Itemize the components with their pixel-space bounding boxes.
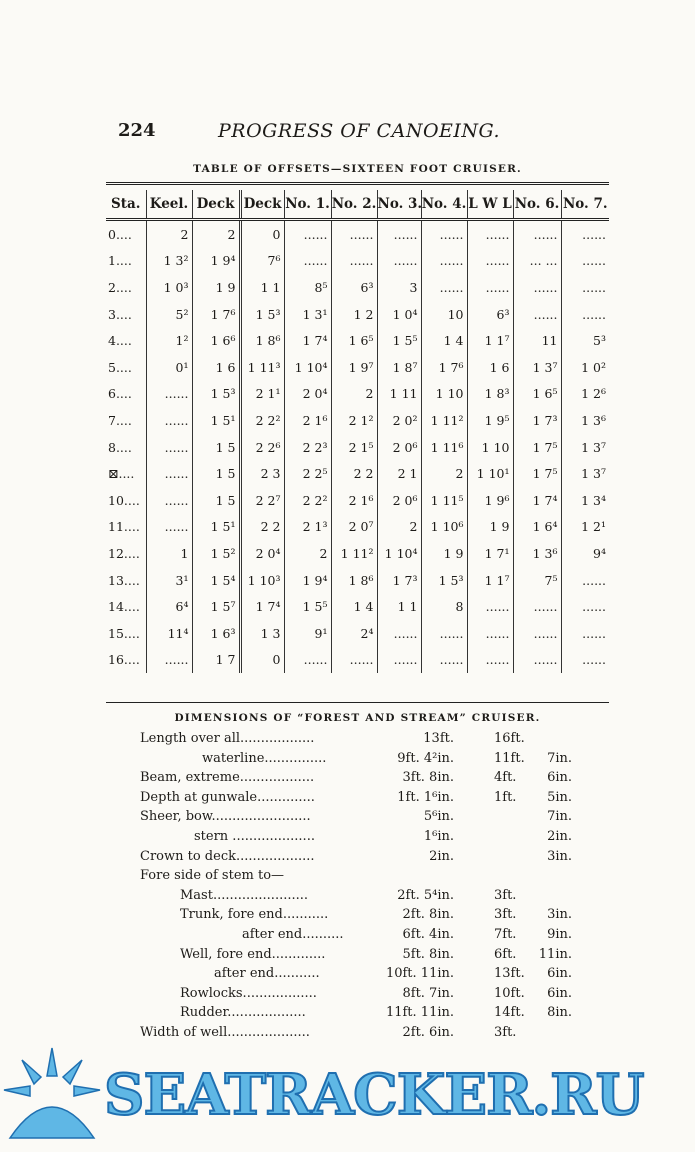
- offset-cell: 1 0³: [146, 274, 192, 301]
- offset-cell: ......: [467, 274, 513, 301]
- table-row: [106, 487, 609, 514]
- offset-cell: 1 5³: [192, 381, 240, 408]
- dimension-value: 6in.: [547, 985, 572, 1001]
- table-row: [106, 301, 609, 328]
- dimension-label: Sheer, bow........................: [140, 809, 311, 825]
- offset-cell: 1 3⁷: [561, 460, 609, 487]
- dimension-label: Fore side of stem to—: [140, 868, 285, 884]
- offset-cell: ......: [421, 647, 467, 674]
- dimension-value: 4ft.: [494, 770, 517, 786]
- table-row: [106, 220, 609, 248]
- offset-cell: 9⁴: [561, 540, 609, 567]
- table-row: [106, 540, 609, 567]
- offset-cell: 2 0⁷: [331, 514, 377, 541]
- offset-cell: ......: [421, 620, 467, 647]
- dimension-value: 2in.: [547, 829, 572, 844]
- offset-cell: 5²: [146, 301, 192, 328]
- dimension-value: 11ft. 11in.: [385, 1005, 454, 1021]
- offset-cell: 2: [284, 540, 331, 567]
- offset-cell: 2 2⁶: [240, 434, 284, 461]
- station-cell: 10....: [108, 492, 140, 508]
- dimension-value: 3ft. 8in.: [402, 770, 454, 786]
- offset-cell: ......: [561, 220, 609, 248]
- offset-cell: 8: [421, 593, 467, 620]
- dimension-value: 9in.: [547, 927, 572, 942]
- offset-cell: ......: [377, 220, 421, 248]
- offset-cell: 1: [146, 540, 192, 567]
- offset-cell: ......: [284, 647, 331, 674]
- offset-cell: ......: [467, 593, 513, 620]
- station-cell: 1....: [108, 253, 132, 269]
- table-row: [106, 647, 609, 674]
- offset-cell: 0: [240, 220, 284, 248]
- dimension-label: Rudder...................: [180, 1005, 306, 1021]
- table-row: [106, 381, 609, 408]
- offset-cell: ......: [146, 487, 192, 514]
- offset-cell: ......: [421, 220, 467, 248]
- station-cell: 8....: [108, 439, 132, 455]
- offset-cell: 1 4: [331, 593, 377, 620]
- dimension-value: 13ft.: [494, 966, 525, 982]
- dimension-row: [0, 1023, 695, 1043]
- offset-cell: ... ...: [513, 248, 561, 275]
- offset-cell: 1 9: [467, 514, 513, 541]
- table-row: [106, 407, 609, 434]
- offset-cell: ......: [561, 647, 609, 674]
- offset-cell: 1 9⁵: [467, 407, 513, 434]
- offset-cell: 1 5⁵: [284, 593, 331, 620]
- offset-cell: ......: [284, 220, 331, 248]
- offset-cell: 1 5⁵: [377, 327, 421, 354]
- offset-cell: 2: [421, 460, 467, 487]
- offset-cell: 1 10⁴: [284, 354, 331, 381]
- column-header: Sta.: [106, 190, 146, 220]
- dimension-value: 6in.: [547, 770, 572, 786]
- offset-cell: 1 7³: [513, 407, 561, 434]
- offset-cell: 2 1⁵: [331, 434, 377, 461]
- column-header: No. 4.: [421, 190, 467, 220]
- offset-cell: 0¹: [146, 354, 192, 381]
- offset-cell: 1 2¹: [561, 514, 609, 541]
- offset-cell: ......: [421, 248, 467, 275]
- offset-cell: 6³: [467, 301, 513, 328]
- table-row: [106, 593, 609, 620]
- dimension-value: 11ft.: [494, 750, 525, 766]
- offset-cell: 2 2²: [284, 487, 331, 514]
- offset-cell: ......: [561, 567, 609, 594]
- offset-cell: ......: [513, 301, 561, 328]
- offset-cell: 5³: [561, 327, 609, 354]
- offset-cell: 2 0⁶: [377, 487, 421, 514]
- offset-cell: 3: [377, 274, 421, 301]
- offset-cell: 3¹: [146, 567, 192, 594]
- offset-cell: ......: [467, 220, 513, 248]
- column-header: No. 7.: [561, 190, 609, 220]
- offset-cell: 2 2²: [240, 407, 284, 434]
- dimension-value: 3in.: [547, 848, 572, 864]
- station-cell: 2....: [108, 279, 132, 295]
- offset-cell: ......: [467, 647, 513, 674]
- offset-cell: 1 1⁷: [467, 567, 513, 594]
- watermark: [0, 1046, 695, 1152]
- offset-cell: 2: [331, 381, 377, 408]
- offset-cell: ......: [146, 460, 192, 487]
- dimension-label: Well, fore end.............: [180, 946, 326, 962]
- dimensions-title: DIMENSIONS OF “FOREST AND STREAM” CRUISER.: [174, 712, 541, 724]
- offset-cell: 1 5⁴: [192, 567, 240, 594]
- offset-cell: 1 3: [240, 620, 284, 647]
- offset-cell: 6³: [331, 274, 377, 301]
- offset-cell: 2 0⁴: [240, 540, 284, 567]
- dimension-value: 7ft.: [494, 927, 517, 942]
- offset-cell: 6⁴: [146, 593, 192, 620]
- dimension-label: Trunk, fore end...........: [180, 907, 329, 923]
- dimension-row: [0, 749, 695, 769]
- offset-cell: 2: [192, 220, 240, 248]
- offset-cell: ......: [561, 274, 609, 301]
- offset-cell: ......: [146, 514, 192, 541]
- station-cell: 13....: [108, 572, 140, 588]
- dimension-row: [0, 886, 695, 906]
- dimension-row: [0, 788, 695, 808]
- offset-cell: 1 8³: [467, 381, 513, 408]
- dimension-row: [0, 984, 695, 1004]
- offset-cell: 2 1¹: [240, 381, 284, 408]
- offset-cell: 1 9⁴: [284, 567, 331, 594]
- watermark-text: SEATRACKER.RU: [104, 1062, 644, 1128]
- table-row: [106, 514, 609, 541]
- dimension-row: [0, 729, 695, 749]
- station-cell: 4....: [108, 333, 132, 349]
- dimension-row: [0, 807, 695, 827]
- dimension-label: Depth at gunwale..............: [140, 789, 315, 805]
- dimension-row: [0, 905, 695, 925]
- offset-cell: ......: [146, 647, 192, 674]
- dimension-value: 1⁶in.: [423, 829, 454, 844]
- dimension-label: after end...........: [214, 966, 320, 982]
- offset-cell: 1 7³: [377, 567, 421, 594]
- offset-cell: 1 9: [192, 274, 240, 301]
- offset-cell: 11⁴: [146, 620, 192, 647]
- page-number: 224: [118, 120, 156, 141]
- dimension-row: [0, 945, 695, 965]
- offset-cell: 1 5: [192, 487, 240, 514]
- dimension-value: 10ft. 11in.: [385, 966, 454, 982]
- dimension-value: 9ft. 4²in.: [397, 750, 454, 766]
- offset-cell: 2⁴: [331, 620, 377, 647]
- offset-cell: ......: [561, 301, 609, 328]
- offset-cell: 1 7: [192, 647, 240, 674]
- dimension-value: 2ft. 5⁴in.: [397, 887, 454, 903]
- dimension-value: 7in.: [547, 809, 572, 825]
- dimension-label: waterline...............: [202, 750, 327, 766]
- table-top-rule: [106, 182, 609, 185]
- column-header: No. 1.: [284, 190, 331, 220]
- dimension-value: 10ft.: [494, 985, 525, 1001]
- offset-cell: 8⁵: [284, 274, 331, 301]
- offset-cell: ......: [561, 248, 609, 275]
- dimension-value: 5⁶in.: [423, 809, 454, 825]
- station-cell: 12....: [108, 545, 140, 561]
- offset-cell: 11: [513, 327, 561, 354]
- offset-cell: 1 6⁵: [513, 381, 561, 408]
- offset-cell: ......: [561, 593, 609, 620]
- offset-cell: 1 3⁶: [561, 407, 609, 434]
- dimension-value: 6in.: [547, 966, 572, 982]
- dimension-row: [0, 964, 695, 984]
- offset-cell: ......: [377, 620, 421, 647]
- offset-cell: 1 9⁴: [192, 248, 240, 275]
- table-bottom-rule: [106, 702, 609, 703]
- offset-cell: ......: [513, 647, 561, 674]
- offset-cell: 1 6⁶: [192, 327, 240, 354]
- offset-cell: 1 5: [192, 460, 240, 487]
- offset-cell: 1 6⁴: [513, 514, 561, 541]
- offset-cell: 2: [377, 514, 421, 541]
- table-row: [106, 354, 609, 381]
- dimension-value: 13ft.: [423, 731, 454, 746]
- station-cell: 14....: [108, 599, 140, 615]
- dimension-row: [0, 866, 695, 886]
- station-cell: 0....: [108, 226, 132, 242]
- offset-cell: 1 0⁴: [377, 301, 421, 328]
- offset-cell: 2 1³: [284, 514, 331, 541]
- offset-cell: 2 2³: [284, 434, 331, 461]
- station-cell: 3....: [108, 306, 132, 322]
- offset-cell: 1 4: [421, 327, 467, 354]
- table-row: [106, 327, 609, 354]
- offset-cell: 7⁵: [513, 567, 561, 594]
- offset-cell: 1 8⁷: [377, 354, 421, 381]
- station-cell: 15....: [108, 625, 140, 641]
- offset-cell: 2 0⁴: [284, 381, 331, 408]
- offset-cell: 1 10: [467, 434, 513, 461]
- offset-cell: 1 7⁴: [240, 593, 284, 620]
- offset-cell: 1 11: [377, 381, 421, 408]
- offset-cell: ......: [146, 407, 192, 434]
- offset-cell: 1 9: [421, 540, 467, 567]
- table-row: [106, 248, 609, 275]
- offset-cell: 1 10¹: [467, 460, 513, 487]
- dimension-value: 1ft.: [494, 789, 517, 805]
- offset-cell: ......: [331, 220, 377, 248]
- station-cell: 5....: [108, 359, 132, 375]
- offset-cell: 1 1: [240, 274, 284, 301]
- running-title: PROGRESS OF CANOEING.: [218, 120, 501, 142]
- offset-cell: 1 7⁵: [513, 434, 561, 461]
- table-row: [106, 274, 609, 301]
- column-header: Deck: [192, 190, 240, 220]
- dimension-label: after end..........: [242, 927, 344, 942]
- dimension-value: 16ft.: [494, 731, 525, 746]
- offset-cell: 1 9⁷: [331, 354, 377, 381]
- offset-cell: 1 8⁶: [240, 327, 284, 354]
- dimension-value: 14ft.: [494, 1005, 525, 1021]
- dimension-value: 8in.: [547, 1005, 572, 1021]
- table-row: [106, 434, 609, 461]
- offset-cell: 1 8⁶: [331, 567, 377, 594]
- offset-cell: 1 11²: [331, 540, 377, 567]
- dimension-value: 2ft. 8in.: [402, 907, 454, 923]
- offset-cell: 1 5⁷: [192, 593, 240, 620]
- table-row: [106, 567, 609, 594]
- offset-cell: 1 7⁴: [513, 487, 561, 514]
- column-header: No. 2.: [331, 190, 377, 220]
- dimension-label: Width of well....................: [140, 1025, 310, 1040]
- offset-cell: 1 7¹: [467, 540, 513, 567]
- offset-cell: 0: [240, 647, 284, 674]
- dimension-value: 7in.: [547, 750, 572, 766]
- dimension-value: 3ft.: [494, 907, 517, 923]
- offset-cell: 2 1⁶: [284, 407, 331, 434]
- station-cell: ⊠....: [108, 466, 135, 482]
- offset-cell: 2 1²: [331, 407, 377, 434]
- offset-cell: ......: [377, 248, 421, 275]
- dimension-label: stern ....................: [194, 829, 315, 844]
- dimension-value: 6ft.: [494, 946, 517, 962]
- offset-cell: 1 7⁶: [192, 301, 240, 328]
- offset-cell: 1 11³: [240, 354, 284, 381]
- offset-cell: 2 3: [240, 460, 284, 487]
- offset-cell: 1 1: [377, 593, 421, 620]
- offset-cell: 1 7⁴: [284, 327, 331, 354]
- offset-cell: 1 6: [192, 354, 240, 381]
- offset-cell: ......: [513, 220, 561, 248]
- offset-cell: 1 6: [467, 354, 513, 381]
- offset-cell: 1 6³: [192, 620, 240, 647]
- table-header-row: [106, 190, 609, 220]
- offset-cell: 1 3¹: [284, 301, 331, 328]
- dimension-value: 8ft. 7in.: [402, 985, 454, 1001]
- offset-cell: ......: [146, 381, 192, 408]
- offset-cell: 1 11⁵: [421, 487, 467, 514]
- offset-cell: 1 3⁴: [561, 487, 609, 514]
- offset-cell: 1 2: [331, 301, 377, 328]
- station-cell: 6....: [108, 386, 132, 402]
- offset-cell: 2 1: [377, 460, 421, 487]
- dimension-value: 5ft. 8in.: [402, 946, 454, 962]
- offset-cell: ......: [331, 647, 377, 674]
- column-header: Keel.: [146, 190, 192, 220]
- station-cell: 16....: [108, 652, 140, 668]
- offset-cell: 10: [421, 301, 467, 328]
- offset-cell: 1²: [146, 327, 192, 354]
- offset-cell: 1 5²: [192, 540, 240, 567]
- dimension-label: Mast.......................: [180, 887, 309, 903]
- offset-cell: 7⁶: [240, 248, 284, 275]
- offset-cell: 1 10³: [240, 567, 284, 594]
- offset-cell: 2: [146, 220, 192, 248]
- offset-cell: ......: [146, 434, 192, 461]
- column-header: No. 3.: [377, 190, 421, 220]
- offset-cell: ......: [331, 248, 377, 275]
- offset-cell: 2 2⁷: [240, 487, 284, 514]
- dimension-row: [0, 925, 695, 945]
- offset-cell: 1 11²: [421, 407, 467, 434]
- page-header: [118, 120, 518, 150]
- dimension-row: [0, 827, 695, 847]
- dimension-value: 3in.: [547, 907, 572, 923]
- dimension-label: Length over all..................: [140, 731, 315, 746]
- offset-cell: 2 0²: [377, 407, 421, 434]
- offset-cell: 1 5³: [240, 301, 284, 328]
- station-cell: 11....: [108, 519, 140, 535]
- offset-cell: 1 1⁷: [467, 327, 513, 354]
- offset-cell: 1 7⁶: [421, 354, 467, 381]
- column-header: Deck: [240, 190, 284, 220]
- offset-cell: ......: [467, 248, 513, 275]
- offset-cell: ......: [513, 593, 561, 620]
- offset-cell: 2 1⁶: [331, 487, 377, 514]
- offset-cell: ......: [513, 620, 561, 647]
- dimension-row: [0, 768, 695, 788]
- offset-cell: 1 3⁶: [513, 540, 561, 567]
- offset-cell: 1 5¹: [192, 407, 240, 434]
- dimension-value: 3ft.: [494, 1025, 517, 1040]
- offset-cell: ......: [513, 274, 561, 301]
- offset-cell: 1 10⁶: [421, 514, 467, 541]
- offset-cell: ......: [421, 274, 467, 301]
- dimension-value: 2in.: [429, 848, 454, 864]
- dimension-value: 2ft. 6in.: [402, 1025, 454, 1040]
- offsets-table: [106, 190, 609, 673]
- dimension-label: Beam, extreme..................: [140, 770, 315, 786]
- column-header: L W L: [467, 190, 513, 220]
- offset-cell: 1 11⁶: [421, 434, 467, 461]
- offset-cell: 1 3⁷: [561, 434, 609, 461]
- offset-cell: 1 9⁶: [467, 487, 513, 514]
- offset-cell: 1 5³: [421, 567, 467, 594]
- dimension-row: [0, 1003, 695, 1023]
- offset-cell: ......: [377, 647, 421, 674]
- dimension-label: Rowlocks..................: [180, 985, 317, 1001]
- sun-logo-icon: [0, 1046, 104, 1152]
- offset-cell: 1 7⁵: [513, 460, 561, 487]
- offset-cell: 2 2⁵: [284, 460, 331, 487]
- offset-cell: 1 3⁷: [513, 354, 561, 381]
- offset-cell: ......: [467, 620, 513, 647]
- offset-cell: 1 6⁵: [331, 327, 377, 354]
- table-row: [106, 620, 609, 647]
- offset-cell: 2 0⁶: [377, 434, 421, 461]
- offset-cell: 1 2⁶: [561, 381, 609, 408]
- dimension-value: 3ft.: [494, 887, 517, 903]
- station-cell: 7....: [108, 412, 132, 428]
- dimension-value: 11in.: [538, 946, 572, 962]
- dimension-value: 6ft. 4in.: [402, 927, 454, 942]
- column-header: No. 6.: [513, 190, 561, 220]
- offset-cell: 1 0²: [561, 354, 609, 381]
- offset-cell: ......: [284, 248, 331, 275]
- dimension-value: 1ft. 1⁶in.: [397, 789, 454, 805]
- offset-cell: 1 5¹: [192, 514, 240, 541]
- offset-cell: 1 5: [192, 434, 240, 461]
- offset-cell: 2 2: [240, 514, 284, 541]
- dimension-row: [0, 847, 695, 867]
- table-row: [106, 460, 609, 487]
- dimension-label: Crown to deck...................: [140, 848, 315, 864]
- offset-cell: 2 2: [331, 460, 377, 487]
- offset-cell: ......: [561, 620, 609, 647]
- offset-cell: 1 10: [421, 381, 467, 408]
- offset-cell: 1 3²: [146, 248, 192, 275]
- dimension-value: 5in.: [547, 789, 572, 805]
- table-title: TABLE OF OFFSETS—SIXTEEN FOOT CRUISER.: [193, 163, 522, 175]
- offset-cell: 1 10⁴: [377, 540, 421, 567]
- offset-cell: 9¹: [284, 620, 331, 647]
